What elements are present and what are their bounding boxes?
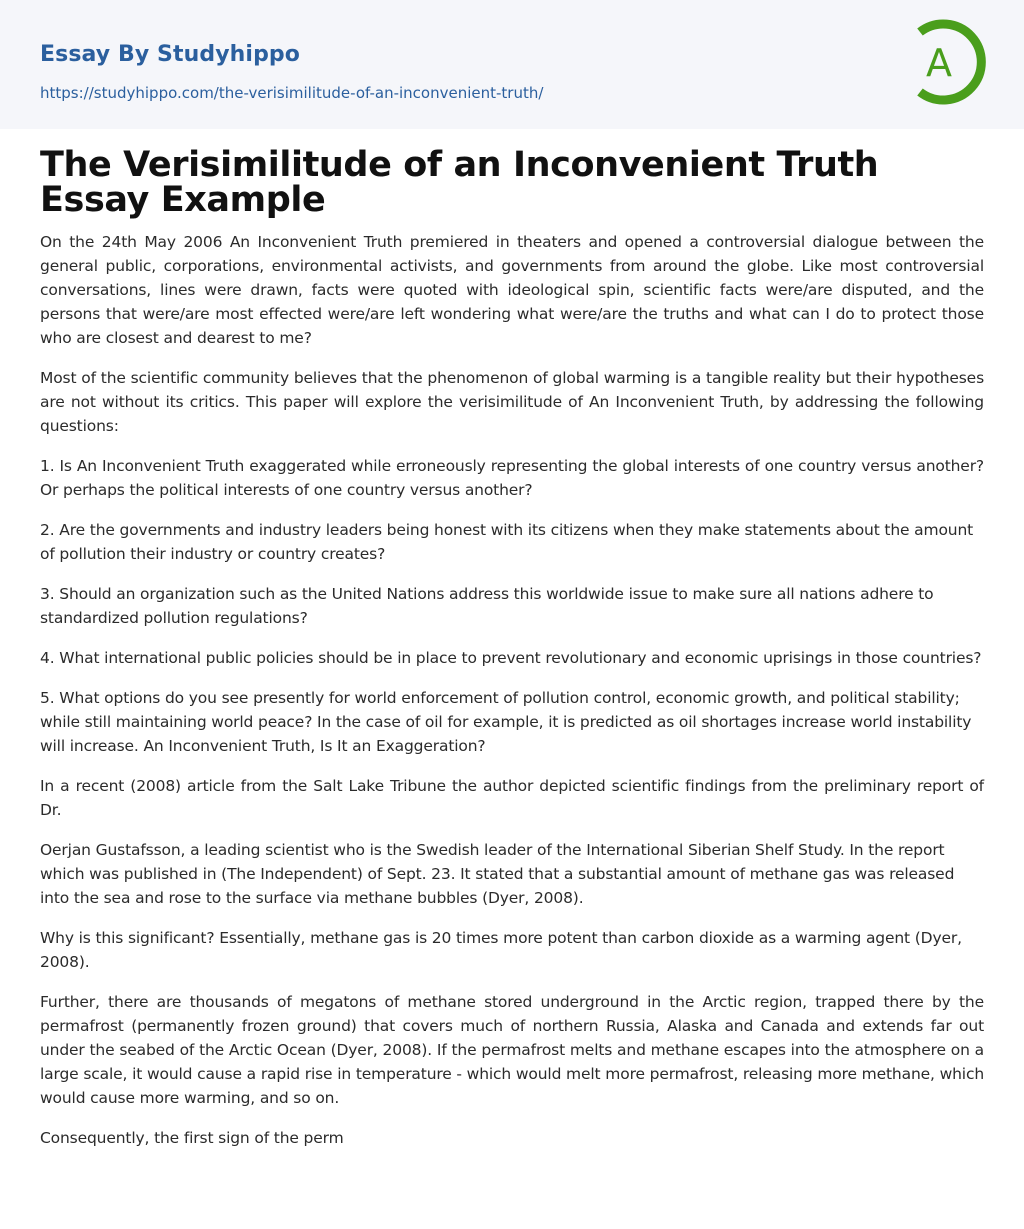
essay-paragraph: Most of the scientific community believes that the phenomenon of global warming is a tangible reality but their hypotheses are not without its critics. This paper will explore the verisimilitude of An Inconvenient Truth, by addressing the following questions: <box>40 369 984 435</box>
essay-paragraph: Oerjan Gustafsson, a leading scientist who is the Swedish leader of the International Siberian Shelf Study. In the report which was published in (The Independent) of Sept. 23. It stated that a substantial amount of methane gas was released into the sea and rose to the surface via methane bubbles (Dyer, 2008). <box>40 841 955 907</box>
essay-url-link[interactable]: https://studyhippo.com/the-verisimilitude-of-an-inconvenient-truth/ <box>40 84 544 102</box>
essay-paragraph: 2. Are the governments and industry leaders being honest with its citizens when they make statements about the amount of pollution their industry or country creates? <box>40 521 974 563</box>
essay-paragraph: 1. Is An Inconvenient Truth exaggerated while erroneously representing the global interests of one country versus another? Or perhaps the political interests of one country versus another? <box>40 457 984 499</box>
logo-letter: A <box>926 41 952 85</box>
essay-paragraph: 4. What international public policies should be in place to prevent revolutionary and economic uprisings in those countries? <box>40 649 982 667</box>
essay-paragraph: 3. Should an organization such as the United Nations address this worldwide issue to make sure all nations adhere to standardized pollution regulations? <box>40 585 934 627</box>
article-content <box>0 145 1024 1150</box>
essay-paragraph: On the 24th May 2006 An Inconvenient Truth premiered in theaters and opened a controversial dialogue between the general public, corporations, environmental activists, and governments from around the globe. Like most controversial conversations, lines were drawn, facts were quoted with ideological spin, scientific facts were/are disputed, and the persons that were/are most effected were/are left wondering what were/are the truths and what can I do to protect those who are closest and dearest to me? <box>40 233 984 347</box>
essay-paragraph: 5. What options do you see presently for world enforcement of pollution control, economic growth, and political stability; while still maintaining world peace? In the case of oil for example, it is predicted as oil shortages increase world instability will increase. An Inconvenient Truth, Is It an Exaggeration? <box>40 689 972 755</box>
essay-paragraph-truncated: Consequently, the first sign of the perm <box>40 1129 344 1147</box>
essay-body <box>40 230 984 1150</box>
studyhippo-logo-icon[interactable] <box>906 16 990 108</box>
brand-title: Essay By Studyhippo <box>40 42 300 67</box>
site-header <box>0 0 1024 129</box>
essay-paragraph: Why is this significant? Essentially, methane gas is 20 times more potent than carbon dioxide as a warming agent (Dyer, 2008). <box>40 929 962 971</box>
essay-paragraph: In a recent (2008) article from the Salt Lake Tribune the author depicted scientific findings from the preliminary report of Dr. <box>40 777 984 819</box>
essay-paragraph: Further, there are thousands of megatons of methane stored underground in the Arctic region, trapped there by the permafrost (permanently frozen ground) that covers much of northern Russia, Alaska and Canada and extends far out under the seabed of the Arctic Ocean (Dyer, 2008). If the permafrost melts and methane escapes into the atmosphere on a large scale, it would cause a rapid rise in temperature - which would melt more permafrost, releasing more methane, which would cause more warming, and so on. <box>40 993 984 1107</box>
page-title: The Verisimilitude of an Inconvenient Truth Essay Example <box>40 145 879 220</box>
